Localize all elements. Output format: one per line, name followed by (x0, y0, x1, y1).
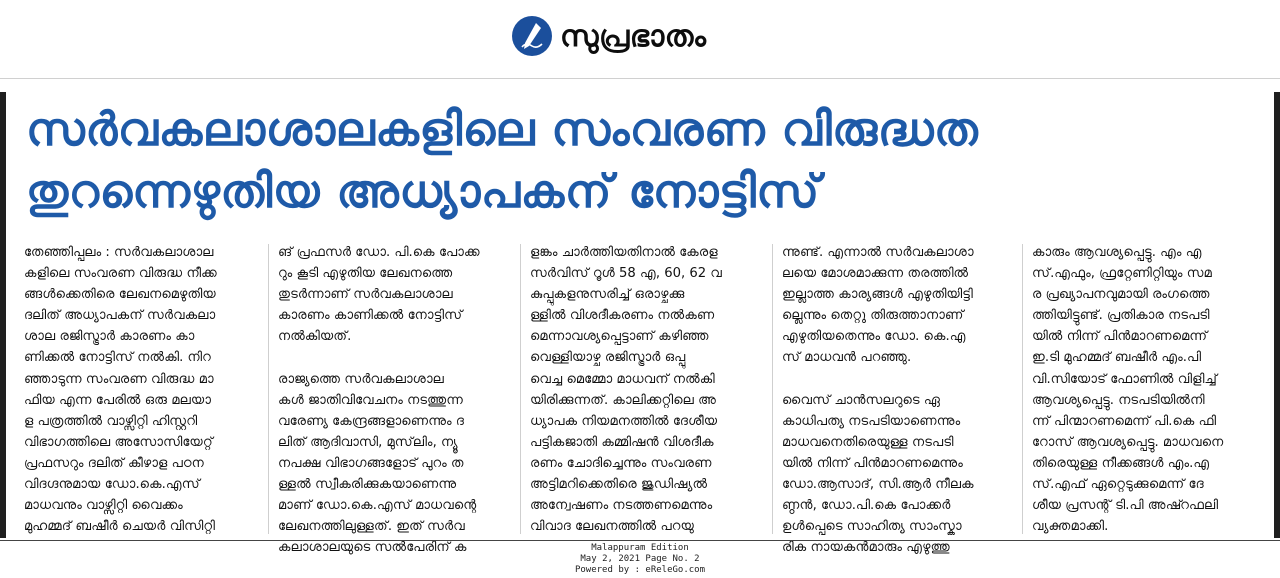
body-text-line: യിൽ നിന്ന് പിൻമാറണമെന്ന് (1032, 329, 1208, 345)
body-text-line: വെച്ച മെമ്മോ മാധവന് നൽകി (530, 371, 715, 387)
body-text-line: ളങ്കം ചാർത്തിയതിനാൽ കേരള (530, 245, 718, 260)
column-divider (772, 244, 773, 534)
body-text-line: കുപ്പുകളനുസരിച്ച് ഒരാഴ്ചക്കു (530, 287, 685, 303)
body-text-line: ങ്ങൾക്കെതിരെ ലേഖനമെഴുതിയ (24, 287, 216, 303)
body-column-1 (24, 242, 252, 536)
body-text-line: തേഞ്ഞിപ്പലം : സർവകലാശാല (24, 245, 214, 260)
body-text-line: ള്ളിൽ വിശദീകരണം നൽകണ (530, 308, 715, 324)
body-text-line: മാണ് ഡോ.കെ.എസ് മാധവന്റെ (278, 498, 477, 514)
body-text-line (278, 347, 506, 368)
masthead (0, 0, 1280, 80)
column-divider (520, 244, 521, 534)
body-text-line: സ് മാധവൻ പറഞ്ഞു. (782, 350, 912, 366)
body-text-line: ള പത്രത്തിൽ വാഴ്സിറ്റി ഹിസ്റ്ററി (24, 413, 198, 429)
body-text-line: സ്.എഫ് ഏറ്റെടുക്കുമെന്ന് ദേ (1032, 477, 1204, 493)
body-text-line: ആവശ്യപ്പെട്ടു. നടപടിയിൽനി (1032, 392, 1205, 408)
body-text-line: യിൽ നിന്ന് പിൻമാറണമെന്നും (782, 455, 963, 471)
body-text-line: രിക നായകൻമാരും എഴുത്തു (782, 540, 950, 556)
body-text-line: മാധവനെതിരെയുള്ള നടപടി (782, 434, 954, 450)
body-text-line: മുഹമ്മദ് ബഷീർ ചെയർ വിസിറ്റി (24, 519, 216, 535)
body-text-line: കാധിപത്യ നടപടിയാണെന്നും (782, 413, 961, 429)
body-text-line: ധ്യാപക നിയമനത്തിൽ ദേശീയ (530, 413, 718, 429)
headline-line: സർവകലാശാലകളിലെ സംവരണ വിരുദ്ധത (26, 102, 979, 156)
body-column-5 (1032, 242, 1260, 536)
body-text-line: റും കൂടി എഴുതിയ ലേഖനത്തെ (278, 266, 453, 282)
left-border-bar (0, 92, 6, 538)
page-footer (0, 543, 1280, 576)
body-text-line: ശീയ പ്രസന്റ് ടി.പി അഷ്റഫലി (1032, 498, 1219, 514)
body-text-line: സ്.എഫും, ഫ്രറ്റേണിറ്റിയും സമ (1032, 266, 1212, 282)
body-text-line: തിരെയുള്ള നീക്കങ്ങൾ എം.എ (1032, 455, 1210, 471)
body-text-line: മാധവനും വാഴ്സിറ്റി വൈക്കം (24, 498, 183, 514)
body-text-line (782, 369, 1010, 390)
body-text-line: പ്രഫസറും ദലിത് കീഴാള പഠന (24, 455, 204, 471)
body-column-2 (278, 242, 506, 556)
body-text-line: ലയെ മോശമാക്കുന്ന തരത്തിൽ (782, 266, 969, 282)
newspaper-logo[interactable] (512, 14, 706, 58)
body-text-line: ണ്ഠൻ, ഡോ.പി.കെ പോക്കർ (782, 498, 951, 514)
body-text-line: വി.സിയോട് ഫോണിൽ വിളിച്ച് (1032, 371, 1217, 387)
body-text-line: ഉൾപ്പെടെ സാഹിത്യ സാംസ്കാ (782, 519, 962, 535)
body-column-3 (530, 242, 758, 536)
body-text-line: ള്ളൽ സ്വീകരിക്കുകയാണെന്നു (278, 477, 457, 493)
body-text-line: കാരണം കാണിക്കൽ നോട്ടിസ് (278, 308, 463, 324)
body-text-line: വൈസ് ചാൻസലറുടെ ഏ (782, 392, 941, 408)
page-bottom-rule (0, 540, 1280, 541)
body-text-line: കാരും ആവശ്യപ്പെട്ടു. എം എ (1032, 245, 1202, 260)
body-text-line: അന്വേഷണം നടത്തണമെന്നും (530, 498, 713, 514)
edition-label: Malappuram Edition (591, 543, 689, 553)
body-text-line: റോസ് ആവശ്യപ്പെട്ടു. മാധവനെ (1032, 434, 1224, 450)
body-text-line: വിവാദ ലേഖനത്തിൽ പറയു (530, 519, 694, 535)
body-text-line: ലിത് ആദിവാസി, മുസ്‌ലിം, ന്യൂ (278, 434, 458, 450)
body-text-line: ര പ്രഖ്യാപനവുമായി രംഗത്തെ (1032, 287, 1210, 303)
body-text-line: ദലിത് അധ്യാപകന് സർവകലാ (24, 308, 216, 324)
body-text-line: ഞ്ഞാടുന്ന സംവരണ വിരുദ്ധ മാ (24, 371, 214, 387)
headline-line: തുറന്നെഴുതിയ അധ്യാപകന് നോട്ടിസ് (26, 164, 820, 218)
date-page-label: May 2, 2021 Page No. 2 (580, 554, 700, 564)
powered-by-label: Powered by : eReleGo.com (574, 565, 706, 575)
logo-wordmark: സുപ്രഭാതം (560, 18, 707, 54)
right-border-bar (1274, 92, 1280, 538)
body-text-line: ഇല്ലാത്ത കാര്യങ്ങൾ എഴുതിയിട്ടി (782, 287, 973, 303)
pen-nib-emblem-icon (512, 16, 552, 56)
body-text-line: കളിലെ സംവരണ വിരുദ്ധ നീക്ക (24, 266, 217, 282)
article-headline (26, 98, 1256, 222)
body-text-line: വ്യക്തമാക്കി. (1032, 519, 1109, 535)
body-text-line: ങ് പ്രഫസർ ഡോ. പി.കെ പോക്ക (278, 245, 480, 260)
body-text-line: വെള്ളിയാഴ്ച രജിസ്ട്രാർ ഒപ്പു (530, 350, 686, 366)
body-text-line: അട്ടിമറിക്കെതിരെ ജുഡിഷ്യൽ (530, 477, 708, 493)
column-divider (1022, 244, 1023, 534)
body-text-line: വിദഗ്ദനുമായ ഡോ.കെ.എസ് (24, 477, 200, 493)
body-text-line: ഇ.ടി മുഹമ്മദ് ബഷീർ എം.പി (1032, 350, 1202, 366)
body-text-line: മെന്നാവശ്യപ്പെട്ടാണ് കഴിഞ്ഞ (530, 329, 709, 345)
body-text-line: ല്ലെന്നും തെറ്റു തിരുത്താനാണ് (782, 308, 964, 324)
body-text-line: ഫിയ എന്ന പേരിൽ ഒരു മലയാ (24, 392, 212, 408)
body-text-line: യിരിക്കുന്നത്. കാലിക്കറ്റിലെ അ (530, 392, 717, 408)
body-text-line: വിഭാഗത്തിലെ അസോസിയേറ്റ് (24, 434, 213, 450)
body-text-line: ന്ന് പിന്മാറണമെന്ന് പി.കെ ഫി (1032, 413, 1217, 429)
body-text-line: രാജ്യത്തെ സർവകലാശാല (278, 371, 444, 387)
body-text-line: ണിക്കൽ നോട്ടിസ് നൽകി. നിറ (24, 350, 211, 366)
masthead-divider (0, 78, 1280, 79)
body-text-line: എഴുതിയതെന്നും ഡോ. കെ.എ (782, 329, 966, 345)
body-text-line: നപക്ഷ വിഭാഗങ്ങളോട് പുറം ത (278, 455, 464, 471)
body-text-line: ലേഖനത്തിലുള്ളത്. ഇത് സർവ (278, 519, 465, 535)
body-text-line: ഡോ.ആസാദ്, സി.ആർ നീലക (782, 477, 974, 493)
column-divider (268, 244, 269, 534)
body-text-line: ശാല രജിസ്ട്രാർ കാരണം കാ (24, 329, 195, 345)
body-column-4 (782, 242, 1010, 556)
body-text-line: നൽകിയത്. (278, 329, 352, 345)
body-text-line: സർവിസ് റൂൾ 58 എ, 60, 62 വ (530, 266, 722, 282)
body-text-line: കലാശാലയുടെ സൽപേരിന് ക (278, 540, 467, 556)
body-text-line: വരേണ്യ കേന്ദ്രങ്ങളാണെന്നും ദ (278, 413, 465, 429)
body-text-line: തുടർന്നാണ് സർവകലാശാല (278, 287, 453, 303)
body-text-line: രണം ചോദിച്ചെന്നും സംവരണ (530, 455, 712, 471)
body-text-line: പട്ടികജാതി കമ്മിഷൻ വിശദീക (530, 434, 714, 450)
body-text-line: ത്തിയിട്ടുണ്ട്. പ്രതികാര നടപടി (1032, 308, 1210, 324)
body-text-line: കൾ ജാതിവിവേചനം നടത്തുന്ന (278, 392, 464, 408)
body-text-line: ന്നുണ്ട്. എന്നാൽ സർവകലാശാ (782, 245, 974, 260)
